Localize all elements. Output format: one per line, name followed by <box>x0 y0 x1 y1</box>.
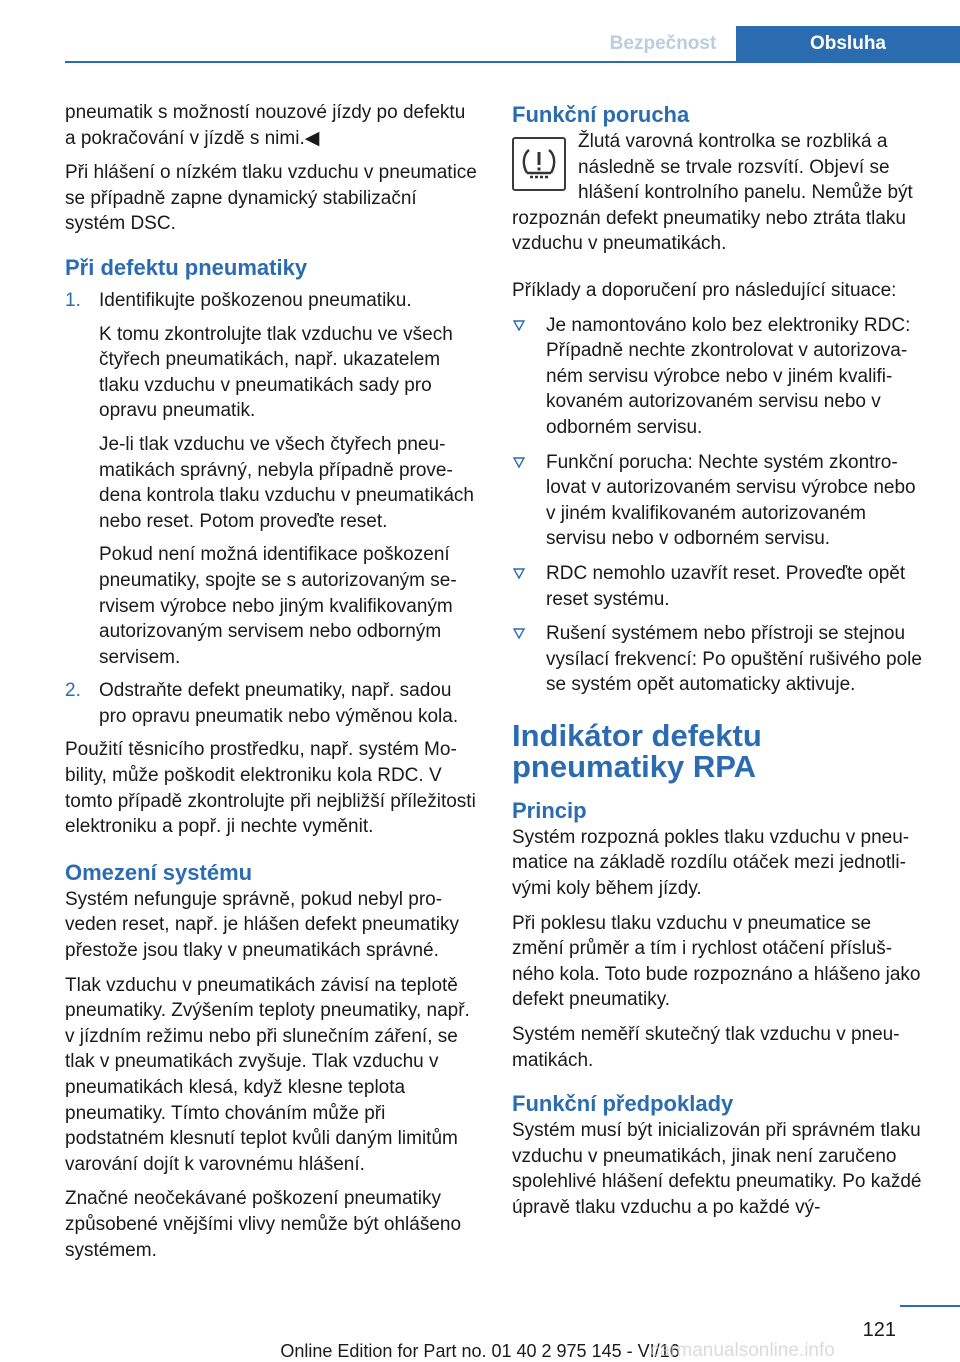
watermark: carmanualsonline.info <box>650 1340 835 1361</box>
triangle-bullet-icon <box>512 567 526 581</box>
bullet-text: Funkční porucha: Nechte systém zkontrolovat v autorizovaném servisu výrobce nebo v jiném kvalifikovaném autorizovaném servisu nebo v odborném servisu. <box>546 451 916 550</box>
list-item <box>512 621 928 698</box>
triangle-bullet-icon <box>512 627 526 641</box>
list-item <box>512 450 928 552</box>
list-item <box>65 288 480 670</box>
footer-rule <box>900 1305 960 1307</box>
page-number: 121 <box>862 1319 896 1341</box>
heading-omezeni: Omezení systému <box>65 859 253 885</box>
warning-block <box>512 129 928 257</box>
step-text: Odstraňte defekt pneumatiky, např. sadou pro opravu pneumatik nebo výměnou kola. <box>99 680 459 727</box>
right-column <box>512 100 928 1230</box>
list-item <box>65 678 480 729</box>
list-item <box>512 313 928 441</box>
bullet-text: RDC nemohlo uzavřít reset. Proveďte opět reset systému. <box>546 562 906 610</box>
heading-funkcni-porucha: Funkční porucha <box>512 102 690 127</box>
triangle-bullet-icon <box>512 319 526 333</box>
steps-list <box>65 288 480 730</box>
step-text: Pokud není možná identifikace poškození pneumatiky, spojte se s autorizovaným servisem výrobce nebo jiným kvalifikovaným autorizovaným servisem nebo odborným servisem. <box>99 544 457 668</box>
bullet-text: Rušení systémem nebo přístroji se stejnou vysílací frekvencí: Po opuštění rušivého pole se systém opět automaticky aktivuje. <box>546 623 922 696</box>
paragraph: Systém rozpozná pokles tlaku vzduchu v pneumatice na základě rozdílu otáček mezi jednotlivými koly během jízdy. <box>512 826 910 900</box>
header-rule <box>65 61 960 63</box>
header-tab-bezpecnost[interactable]: Bezpečnost <box>609 33 717 54</box>
paragraph: pneumatik s možností nouzové jízdy po defektu a pokračování v jízdě s nimi.◀ <box>65 102 466 149</box>
header-tab-obsluha[interactable]: Obsluha <box>736 26 960 62</box>
paragraph: Tlak vzduchu v pneumatikách závisí na teplotě pneumatiky. Zvýšením teploty pneumatiky, např. v jízdním režimu nebo při slunečním záření, se tlak v pneumatikách zvyšuje. Tlak vzduchu v pneumatikách klesá, když klesne teplota pneumatiky. Tímto chováním může při podstatném klesnutí teplot kvůli daným limitům varování dojít k varovnému hlášení. <box>65 974 470 1175</box>
step-number: 1. <box>65 289 81 311</box>
step-text: Identifikujte poškozenou pneumatiku. <box>99 289 412 311</box>
paragraph: Systém nefunguje správně, pokud nebyl proveden reset, např. je hlášen defekt pneumatiky přestože jsou tlaky v pneumatikách správné. <box>65 888 459 962</box>
paragraph: Příklady a doporučení pro následující situace: <box>512 279 897 301</box>
paragraph: Při hlášení o nízkém tlaku vzduchu v pneumatice se případně zapne dynamický stabilizační systém DSC. <box>65 162 477 235</box>
tire-pressure-warning-icon <box>512 137 566 191</box>
left-column <box>65 100 480 1272</box>
heading-indikator-rpa: Indikátor defektu pneumatiky RPA <box>512 717 762 784</box>
heading-pri-defektu: Při defektu pneumatiky <box>65 254 308 280</box>
step-text: Je-li tlak vzduchu ve všech čtyřech pneumatikách správný, nebyla případně provedena kontrola tlaku vzduchu v pneumatikách nebo reset. Potom proveďte reset. <box>99 433 474 532</box>
paragraph: Žlutá varovná kontrolka se rozbliká a následně se trvale rozsvítí. Objeví se hlášení kontrolního panelu. Nemůže být rozpoznán defekt pneumatiky nebo ztráta tlaku vzduchu v pneumatikách. <box>512 131 913 255</box>
paragraph: Při poklesu tlaku vzduchu v pneumatice se změní průměr a tím i rychlost otáčení příslušného kola. Toto bude rozpoznáno a hlášeno jako defekt pneumatiky. <box>512 912 921 1011</box>
paragraph: Systém musí být inicializován při správném tlaku vzduchu v pneumatikách, jinak není zaručeno spolehlivé hlášení defektu pneumatiky. Po každé úpravě tlaku vzduchu a po každé vý- <box>512 1120 922 1218</box>
heading-princip: Princip <box>512 797 587 823</box>
footer-edition: Online Edition for Part no. 01 40 2 975 145 - VI/16 <box>280 1341 680 1361</box>
list-item <box>512 561 928 612</box>
step-text: K tomu zkontrolujte tlak vzduchu ve všech čtyřech pneumatikách, např. ukazatelem tlaku vzduchu v pneumatikách sady pro opravu pneumatik. <box>99 323 453 422</box>
bullet-text: Je namontováno kolo bez elektroniky RDC: Případně nechte zkontrolovat v autorizovaném servisu výrobce nebo v jiném kvalifikovaném autorizovaném servisu nebo v odborném servisu. <box>546 314 911 438</box>
paragraph: Systém neměří skutečný tlak vzduchu v pneumatikách. <box>512 1024 900 1071</box>
paragraph: Použití těsnicího prostředku, např. systém Mobility, může poškodit elektroniku kola RDC. V tomto případě zkontrolujte při nejbližší příležitosti elektroniku a popř. ji nechte vyměnit. <box>65 739 476 838</box>
triangle-bullet-icon <box>512 456 526 470</box>
situations-list <box>512 313 928 698</box>
paragraph: Značné neočekávané poškození pneumatiky způsobené vnějšími vlivy nemůže být ohlášeno systémem. <box>65 1188 462 1261</box>
step-number: 2. <box>65 680 81 702</box>
heading-funkcni-predpoklady: Funkční předpoklady <box>512 1091 734 1117</box>
